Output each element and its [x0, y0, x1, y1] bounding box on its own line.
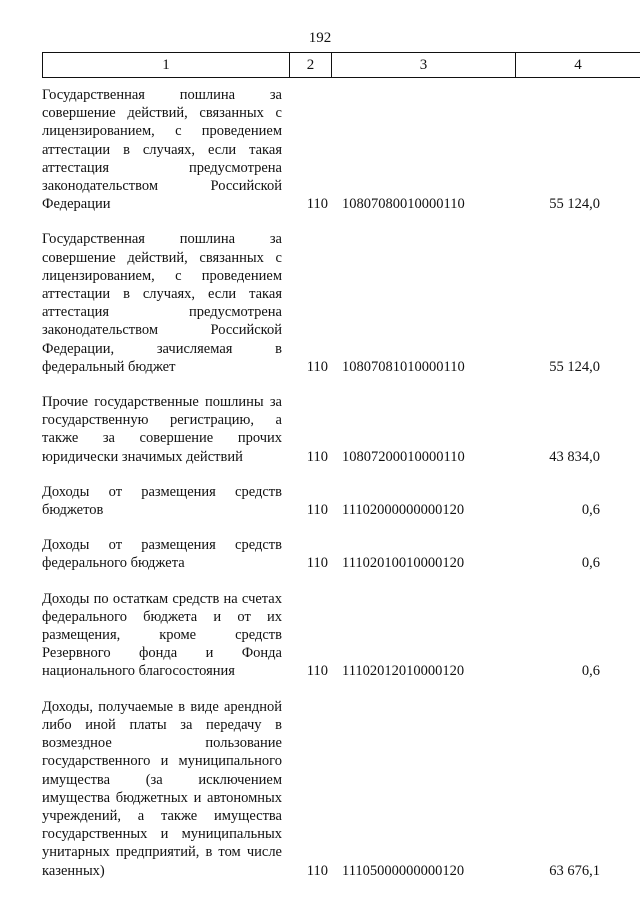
- column-header-3: 3: [332, 53, 516, 78]
- row-description: Прочие государственные пошлины за государственную регистрацию, а также за совершение прочих юридически значимых действий: [42, 394, 282, 465]
- row-admin-code: 110: [306, 502, 328, 519]
- row-amount: 0,6: [581, 502, 600, 519]
- row-amount: 43 834,0: [549, 448, 600, 465]
- row-description: Доходы, получаемые в виде арендной либо иной платы за передачу в возмездное пользование государственного и муниципального имущества (за исключением имущества бюджетных и автономных учреждений, а также имущества государственных и муниципальных унитарных предприятий, в том числе казенных): [42, 698, 282, 879]
- row-amount: 0,6: [581, 555, 600, 572]
- row-description: Государственная пошлина за совершение действий, связанных с лицензированием, с проведением аттестации в случаях, если такая аттестация предусмотрена законодательством Российской Федерации, зачисляемая в федеральный бюджет: [42, 231, 282, 375]
- row-admin-code: 110: [306, 862, 328, 879]
- row-description: Доходы от размещения средств бюджетов: [42, 483, 282, 519]
- table-row: [42, 86, 600, 213]
- row-kbk-code: 11105000000000120: [342, 862, 465, 879]
- row-amount: 0,6: [581, 663, 600, 680]
- row-kbk-code: 10807200010000110: [342, 448, 465, 465]
- page-number: 192: [308, 30, 332, 46]
- table-row: [42, 393, 600, 466]
- column-header-4: 4: [516, 53, 640, 78]
- row-amount: 63 676,1: [549, 862, 600, 879]
- table-row: [42, 536, 600, 572]
- column-header-1: 1: [43, 53, 290, 78]
- row-admin-code: 110: [306, 196, 328, 213]
- row-admin-code: 110: [306, 448, 328, 465]
- table-row: [42, 698, 600, 880]
- row-kbk-code: 11102010010000120: [342, 555, 465, 572]
- row-kbk-code: 10807081010000110: [342, 358, 465, 375]
- table-row: [42, 590, 600, 681]
- row-admin-code: 110: [306, 358, 328, 375]
- row-kbk-code: 11102000000000120: [342, 502, 465, 519]
- column-header-row: [43, 53, 640, 78]
- revenue-rows: [42, 86, 600, 880]
- row-admin-code: 110: [306, 555, 328, 572]
- column-header-table: [42, 52, 640, 78]
- row-kbk-code: 10807080010000110: [342, 196, 465, 213]
- row-description: Доходы от размещения средств федерального бюджета: [42, 537, 282, 572]
- row-description: Государственная пошлина за совершение действий, связанных с лицензированием, с проведением аттестации в случаях, если такая аттестация предусмотрена законодательством Российской Федерации: [42, 87, 282, 213]
- table-row: [42, 483, 600, 519]
- row-description: Доходы по остаткам средств на счетах федерального бюджета и от их размещения, кроме средств Резервного фонда и Фонда национального благосостояния: [42, 590, 282, 680]
- table-row: [42, 230, 600, 376]
- row-admin-code: 110: [306, 663, 328, 680]
- row-kbk-code: 11102012010000120: [342, 663, 465, 680]
- row-amount: 55 124,0: [549, 196, 600, 213]
- column-header-2: 2: [290, 53, 332, 78]
- row-amount: 55 124,0: [549, 358, 600, 375]
